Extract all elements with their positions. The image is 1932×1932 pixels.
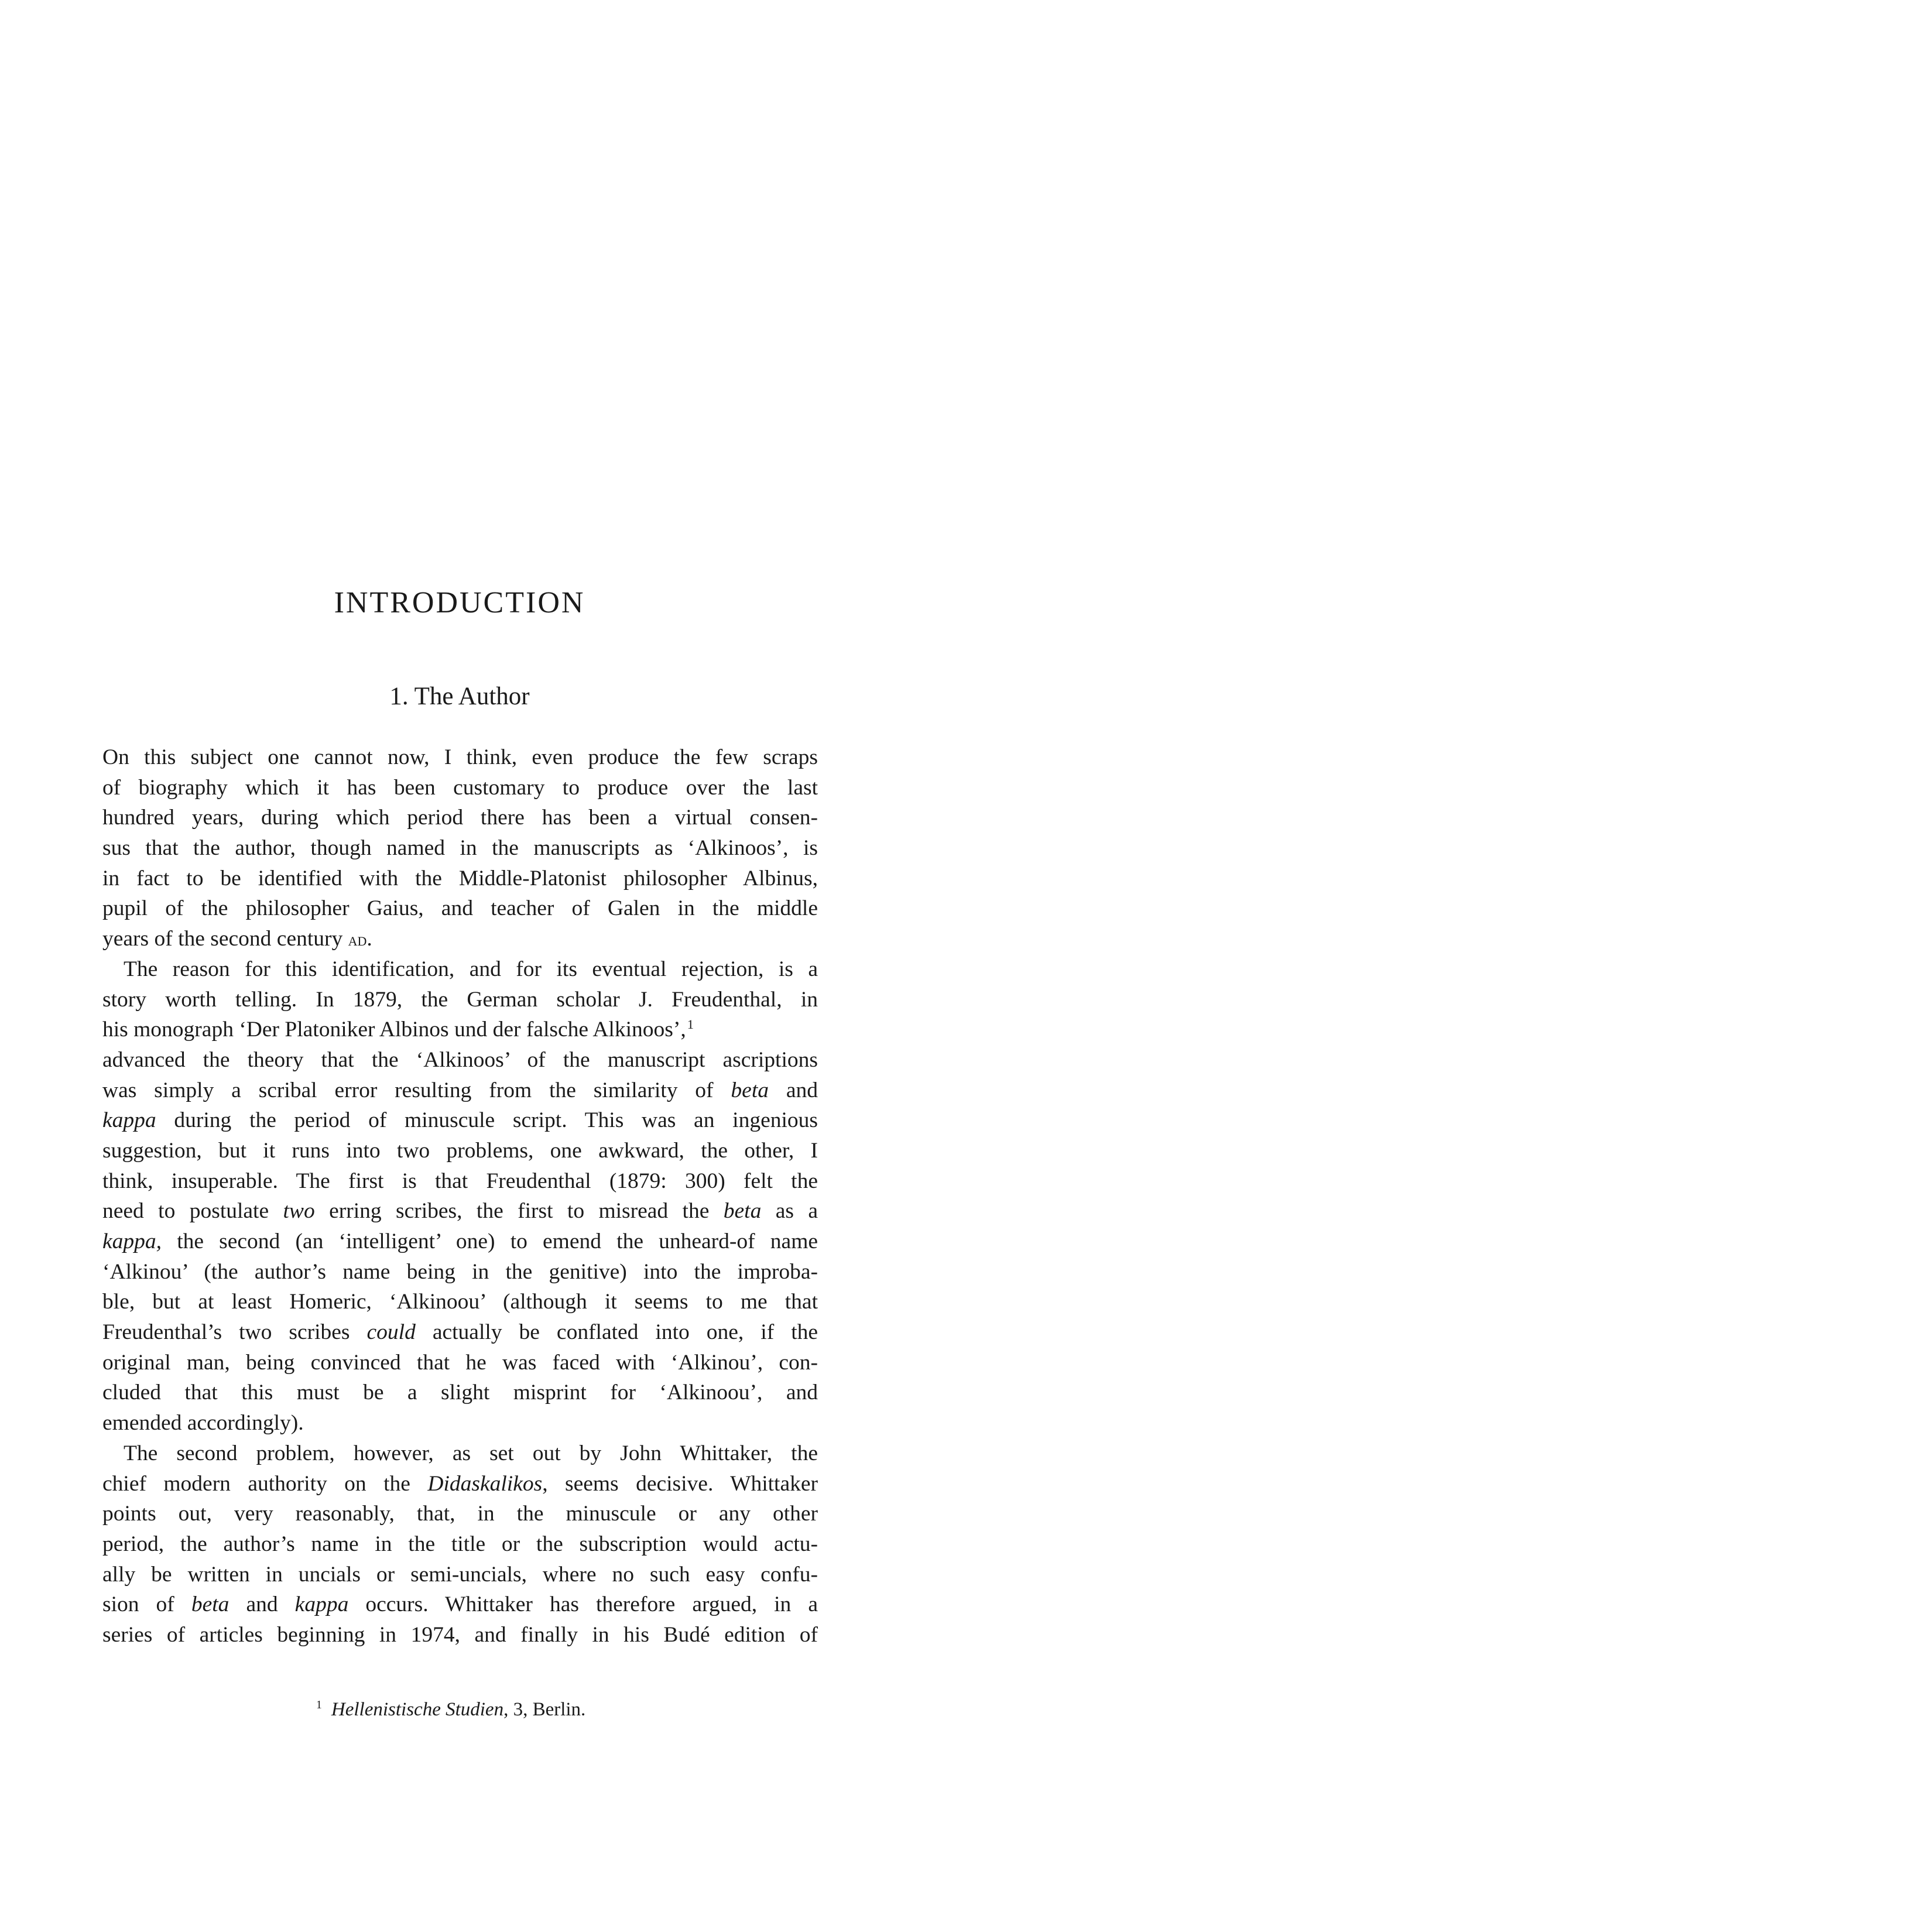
text-line: ally be written in uncials or semi-uncials, where no such easy confu- xyxy=(102,1562,818,1587)
text-line xyxy=(102,1590,818,1620)
text-line: points out, very reasonably, that, in the minuscule or any other xyxy=(102,1502,818,1526)
text-fragment: , seems decisive. Whittaker xyxy=(542,1471,818,1496)
text-line: suggestion, but it runs into two problems, one awkward, the other, I xyxy=(102,1138,818,1163)
text-fragment: and xyxy=(786,1078,818,1102)
text-line: pupil of the philosopher Gaius, and teacher of Galen in the middle xyxy=(102,896,818,921)
text-line xyxy=(102,1227,818,1257)
paragraph-2 xyxy=(102,954,818,1438)
text-fragment: years of the second century xyxy=(102,927,343,951)
footnote xyxy=(316,1699,585,1721)
text-line xyxy=(102,1105,818,1136)
text-line: of biography which it has been customary to produce over the last xyxy=(102,775,818,800)
paragraph-1 xyxy=(102,742,818,954)
text-line: think, insuperable. The first is that Freudenthal (1879: 300) felt the xyxy=(102,1169,818,1193)
text-line xyxy=(102,1075,818,1106)
text-line: sus that the author, though named in the manuscripts as ‘Alkinoos’, is xyxy=(102,836,818,861)
italic-term: kappa, xyxy=(102,1229,162,1253)
text-line: advanced the theory that the ‘Alkinoos’ of the manuscript ascriptions xyxy=(102,1047,818,1072)
text-line xyxy=(102,1015,818,1045)
footnote-number: 1 xyxy=(316,1698,322,1711)
text-fragment: actually be conflated into one, if the xyxy=(432,1320,818,1345)
text-fragment: as a xyxy=(775,1199,818,1224)
text-line: emended accordingly). xyxy=(102,1411,304,1436)
text-fragment: Freudenthal’s two scribes xyxy=(102,1320,350,1345)
text-fragment: was simply a scribal error resulting from the similarity of xyxy=(102,1078,714,1102)
text-fragment: chief modern authority on the xyxy=(102,1471,410,1496)
text-line: ble, but at least Homeric, ‘Alkinoou’ (although it seems to me that xyxy=(102,1290,818,1314)
italic-term: beta xyxy=(723,1199,762,1224)
italic-term: could xyxy=(366,1320,416,1345)
text-line: series of articles beginning in 1974, and finally in his Budé edition of xyxy=(102,1622,818,1647)
text-fragment: the second (an ‘intelligent’ one) to emend the unheard-of name xyxy=(177,1229,818,1253)
era-marker: ad xyxy=(348,930,367,950)
footnote-title: Hellenistische Studien xyxy=(331,1699,504,1720)
italic-term: kappa xyxy=(294,1592,349,1617)
text-line: original man, being convinced that he was faced with ‘Alkinou’, con- xyxy=(102,1350,818,1375)
paragraph-3 xyxy=(102,1438,818,1650)
italic-term: Didaskalikos xyxy=(427,1471,543,1496)
italic-term: beta xyxy=(191,1592,229,1617)
text-line xyxy=(102,924,818,954)
text-fragment: need to postulate xyxy=(102,1199,269,1224)
body-text xyxy=(102,742,818,1650)
footnote-reference: 1 xyxy=(687,1016,694,1032)
text-line xyxy=(102,1196,818,1227)
text-fragment: and xyxy=(246,1592,278,1617)
text-line: The second problem, however, as set out by John Whittaker, the xyxy=(124,1441,818,1465)
text-line: in fact to be identified with the Middle-Platonist philosopher Albinus, xyxy=(102,866,818,890)
italic-term: kappa xyxy=(102,1108,156,1133)
chapter-title: INTRODUCTION xyxy=(334,586,585,619)
text-line: ‘Alkinou’ (the author’s name being in the genitive) into the improba- xyxy=(102,1259,818,1284)
text-line: story worth telling. In 1879, the German scholar J. Freudenthal, in xyxy=(102,987,818,1012)
text-line: The reason for this identification, and for its eventual rejection, is a xyxy=(124,957,818,981)
text-line xyxy=(102,1317,818,1348)
text-line: period, the author’s name in the title or the subscription would actu- xyxy=(102,1532,818,1556)
footnote-text: , 3, Berlin. xyxy=(503,1699,586,1720)
section-title: 1. The Author xyxy=(389,683,530,710)
text-fragment: during the period of minuscule script. This was an ingenious xyxy=(174,1108,818,1133)
text-fragment: . xyxy=(366,927,372,951)
italic-term: two xyxy=(283,1199,315,1224)
italic-term: beta xyxy=(731,1078,769,1102)
text-fragment: sion of xyxy=(102,1592,174,1617)
text-fragment: his monograph ‘Der Platoniker Albinos und der falsche Alkinoos’, xyxy=(102,1018,686,1042)
text-fragment: occurs. Whittaker has therefore argued, in a xyxy=(365,1592,818,1617)
text-line: On this subject one cannot now, I think, even produce the few scraps xyxy=(102,745,818,769)
text-line: hundred years, during which period there has been a virtual consen- xyxy=(102,806,818,830)
text-fragment: erring scribes, the first to misread the xyxy=(329,1199,710,1224)
text-line xyxy=(102,1469,818,1499)
text-line: cluded that this must be a slight misprint for ‘Alkinoou’, and xyxy=(102,1381,818,1405)
